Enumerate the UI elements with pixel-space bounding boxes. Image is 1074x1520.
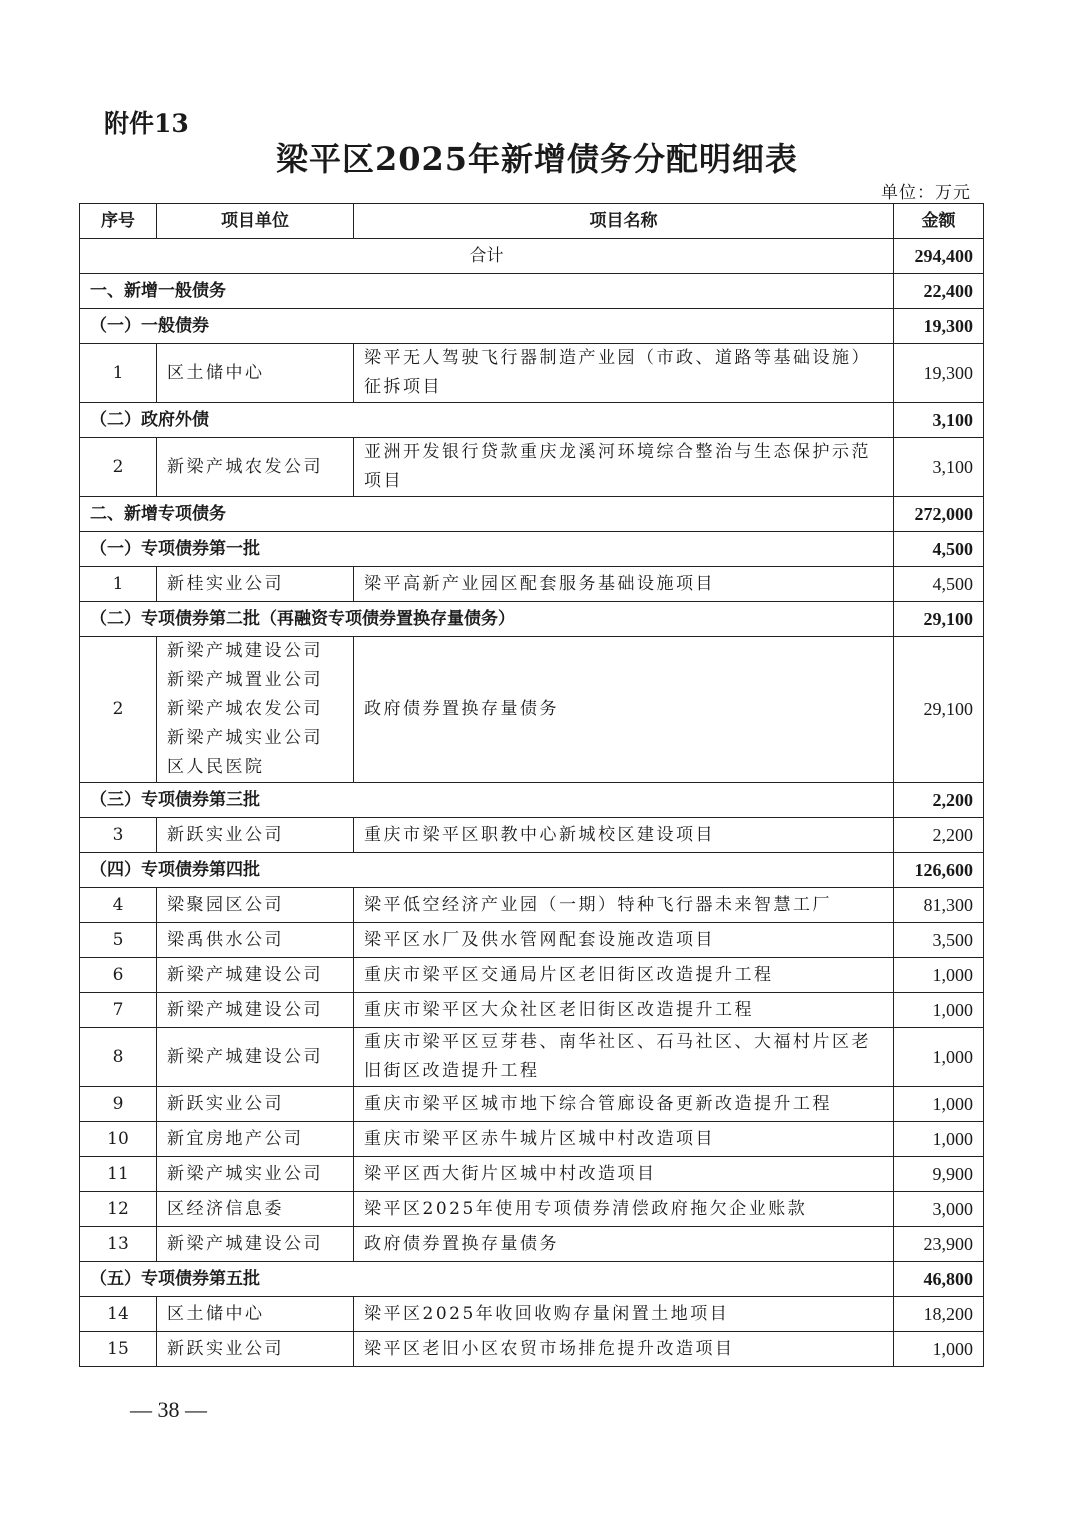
row-name: 梁平高新产业园区配套服务基础设施项目 xyxy=(354,567,894,602)
page-number: — 38 — xyxy=(130,1397,207,1422)
row-name: 亚洲开发银行贷款重庆龙溪河环境综合整治与生态保护示范项目 xyxy=(354,438,894,497)
table-row xyxy=(80,637,984,783)
row-amount: 4,500 xyxy=(894,567,984,602)
section-amount: 2,200 xyxy=(894,783,984,818)
section-row xyxy=(80,1262,984,1297)
row-amount: 1,000 xyxy=(894,1332,984,1367)
row-name: 梁平低空经济产业园（一期）特种飞行器未来智慧工厂 xyxy=(354,888,894,923)
row-unit: 新桂实业公司 xyxy=(157,567,354,602)
row-seq: 13 xyxy=(80,1227,157,1262)
table-row xyxy=(80,1297,984,1332)
section-label: （三）专项债券第三批 xyxy=(80,783,894,818)
section-row xyxy=(80,309,984,344)
section-amount: 126,600 xyxy=(894,853,984,888)
table-row xyxy=(80,1028,984,1087)
row-unit-line: 新梁产城实业公司 xyxy=(167,728,323,748)
row-name: 梁平区2025年收回收购存量闲置土地项目 xyxy=(354,1297,894,1332)
row-amount: 29,100 xyxy=(894,637,984,783)
header-row xyxy=(80,204,984,239)
section-amount: 3,100 xyxy=(894,403,984,438)
row-name: 梁平区水厂及供水管网配套设施改造项目 xyxy=(354,923,894,958)
row-seq: 14 xyxy=(80,1297,157,1332)
row-amount: 3,100 xyxy=(894,438,984,497)
row-seq: 2 xyxy=(80,637,157,783)
row-amount: 1,000 xyxy=(894,1028,984,1087)
row-amount: 18,200 xyxy=(894,1297,984,1332)
unit-label: 单位：万元 xyxy=(881,183,971,203)
row-amount: 1,000 xyxy=(894,1087,984,1122)
row-unit: 新梁产城农发公司 xyxy=(157,438,354,497)
table-row xyxy=(80,888,984,923)
section-row xyxy=(80,853,984,888)
total-label: 合计 xyxy=(80,239,894,274)
row-seq: 10 xyxy=(80,1122,157,1157)
table-row xyxy=(80,1227,984,1262)
section-row xyxy=(80,403,984,438)
row-name: 梁平区老旧小区农贸市场排危提升改造项目 xyxy=(354,1332,894,1367)
row-seq: 6 xyxy=(80,958,157,993)
table-row xyxy=(80,567,984,602)
row-amount: 19,300 xyxy=(894,344,984,403)
row-unit xyxy=(157,637,354,783)
row-unit: 新梁产城实业公司 xyxy=(157,1157,354,1192)
section-label: （四）专项债券第四批 xyxy=(80,853,894,888)
section-amount: 46,800 xyxy=(894,1262,984,1297)
table-row xyxy=(80,1157,984,1192)
section-amount: 272,000 xyxy=(894,497,984,532)
section-row xyxy=(80,274,984,309)
section-label: （一）一般债券 xyxy=(80,309,894,344)
row-unit: 新梁产城建设公司 xyxy=(157,958,354,993)
table-row xyxy=(80,1087,984,1122)
row-amount: 3,000 xyxy=(894,1192,984,1227)
section-label: （二）政府外债 xyxy=(80,403,894,438)
row-amount: 1,000 xyxy=(894,993,984,1028)
row-seq: 4 xyxy=(80,888,157,923)
row-unit: 新梁产城建设公司 xyxy=(157,993,354,1028)
row-name: 重庆市梁平区赤牛城片区城中村改造项目 xyxy=(354,1122,894,1157)
row-name: 重庆市梁平区大众社区老旧街区改造提升工程 xyxy=(354,993,894,1028)
table-row xyxy=(80,438,984,497)
row-name: 重庆市梁平区城市地下综合管廊设备更新改造提升工程 xyxy=(354,1087,894,1122)
row-amount: 9,900 xyxy=(894,1157,984,1192)
row-seq: 15 xyxy=(80,1332,157,1367)
row-seq: 1 xyxy=(80,344,157,403)
row-unit: 区经济信息委 xyxy=(157,1192,354,1227)
section-label: （五）专项债券第五批 xyxy=(80,1262,894,1297)
row-name: 政府债券置换存量债务 xyxy=(354,1227,894,1262)
row-name: 梁平区2025年使用专项债券清偿政府拖欠企业账款 xyxy=(354,1192,894,1227)
row-unit: 新梁产城建设公司 xyxy=(157,1227,354,1262)
section-label: 一、新增一般债务 xyxy=(80,274,894,309)
row-amount: 81,300 xyxy=(894,888,984,923)
row-amount: 1,000 xyxy=(894,1122,984,1157)
table-row xyxy=(80,1192,984,1227)
table-row xyxy=(80,1332,984,1367)
row-unit: 新宜房地产公司 xyxy=(157,1122,354,1157)
section-row xyxy=(80,602,984,637)
row-amount: 23,900 xyxy=(894,1227,984,1262)
row-name: 政府债券置换存量债务 xyxy=(354,637,894,783)
row-unit-line: 新梁产城建设公司 xyxy=(167,641,323,661)
row-unit: 新梁产城建设公司 xyxy=(157,1028,354,1087)
table-row xyxy=(80,993,984,1028)
section-amount: 4,500 xyxy=(894,532,984,567)
row-seq: 11 xyxy=(80,1157,157,1192)
row-amount: 1,000 xyxy=(894,958,984,993)
row-unit: 区土储中心 xyxy=(157,344,354,403)
section-label: （二）专项债券第二批（再融资专项债券置换存量债务） xyxy=(80,602,894,637)
total-row xyxy=(80,239,984,274)
row-unit: 新跃实业公司 xyxy=(157,1087,354,1122)
row-unit: 梁聚园区公司 xyxy=(157,888,354,923)
row-unit: 新跃实业公司 xyxy=(157,818,354,853)
row-name: 重庆市梁平区豆芽巷、南华社区、石马社区、大福村片区老旧街区改造提升工程 xyxy=(354,1028,894,1087)
section-label: （一）专项债券第一批 xyxy=(80,532,894,567)
row-seq: 1 xyxy=(80,567,157,602)
table-row xyxy=(80,818,984,853)
table-row xyxy=(80,958,984,993)
header-amount: 金额 xyxy=(894,204,984,239)
table-row xyxy=(80,923,984,958)
section-amount: 29,100 xyxy=(894,602,984,637)
total-amount: 294,400 xyxy=(894,239,984,274)
row-seq: 5 xyxy=(80,923,157,958)
row-name: 梁平区西大街片区城中村改造项目 xyxy=(354,1157,894,1192)
row-seq: 7 xyxy=(80,993,157,1028)
section-row xyxy=(80,497,984,532)
row-amount: 2,200 xyxy=(894,818,984,853)
page-title: 梁平区2025年新增债务分配明细表 xyxy=(275,140,799,178)
row-unit-line: 新梁产城置业公司 xyxy=(167,670,323,690)
row-unit-line: 新梁产城农发公司 xyxy=(167,699,323,719)
table-row xyxy=(80,344,984,403)
section-label: 二、新增专项债务 xyxy=(80,497,894,532)
debt-allocation-table xyxy=(79,203,984,1367)
header-name: 项目名称 xyxy=(354,204,894,239)
table-row xyxy=(80,1122,984,1157)
section-amount: 19,300 xyxy=(894,309,984,344)
row-name: 重庆市梁平区交通局片区老旧街区改造提升工程 xyxy=(354,958,894,993)
row-unit: 梁禹供水公司 xyxy=(157,923,354,958)
row-name: 梁平无人驾驶飞行器制造产业园（市政、道路等基础设施）征拆项目 xyxy=(354,344,894,403)
header-unit: 项目单位 xyxy=(157,204,354,239)
attachment-label: 附件13 xyxy=(104,109,189,138)
row-seq: 2 xyxy=(80,438,157,497)
section-row xyxy=(80,532,984,567)
row-unit: 新跃实业公司 xyxy=(157,1332,354,1367)
row-name: 重庆市梁平区职教中心新城校区建设项目 xyxy=(354,818,894,853)
row-unit: 区土储中心 xyxy=(157,1297,354,1332)
row-amount: 3,500 xyxy=(894,923,984,958)
row-seq: 8 xyxy=(80,1028,157,1087)
row-seq: 9 xyxy=(80,1087,157,1122)
section-amount: 22,400 xyxy=(894,274,984,309)
header-seq: 序号 xyxy=(80,204,157,239)
section-row xyxy=(80,783,984,818)
row-seq: 3 xyxy=(80,818,157,853)
row-seq: 12 xyxy=(80,1192,157,1227)
row-unit-line: 区人民医院 xyxy=(167,757,265,777)
